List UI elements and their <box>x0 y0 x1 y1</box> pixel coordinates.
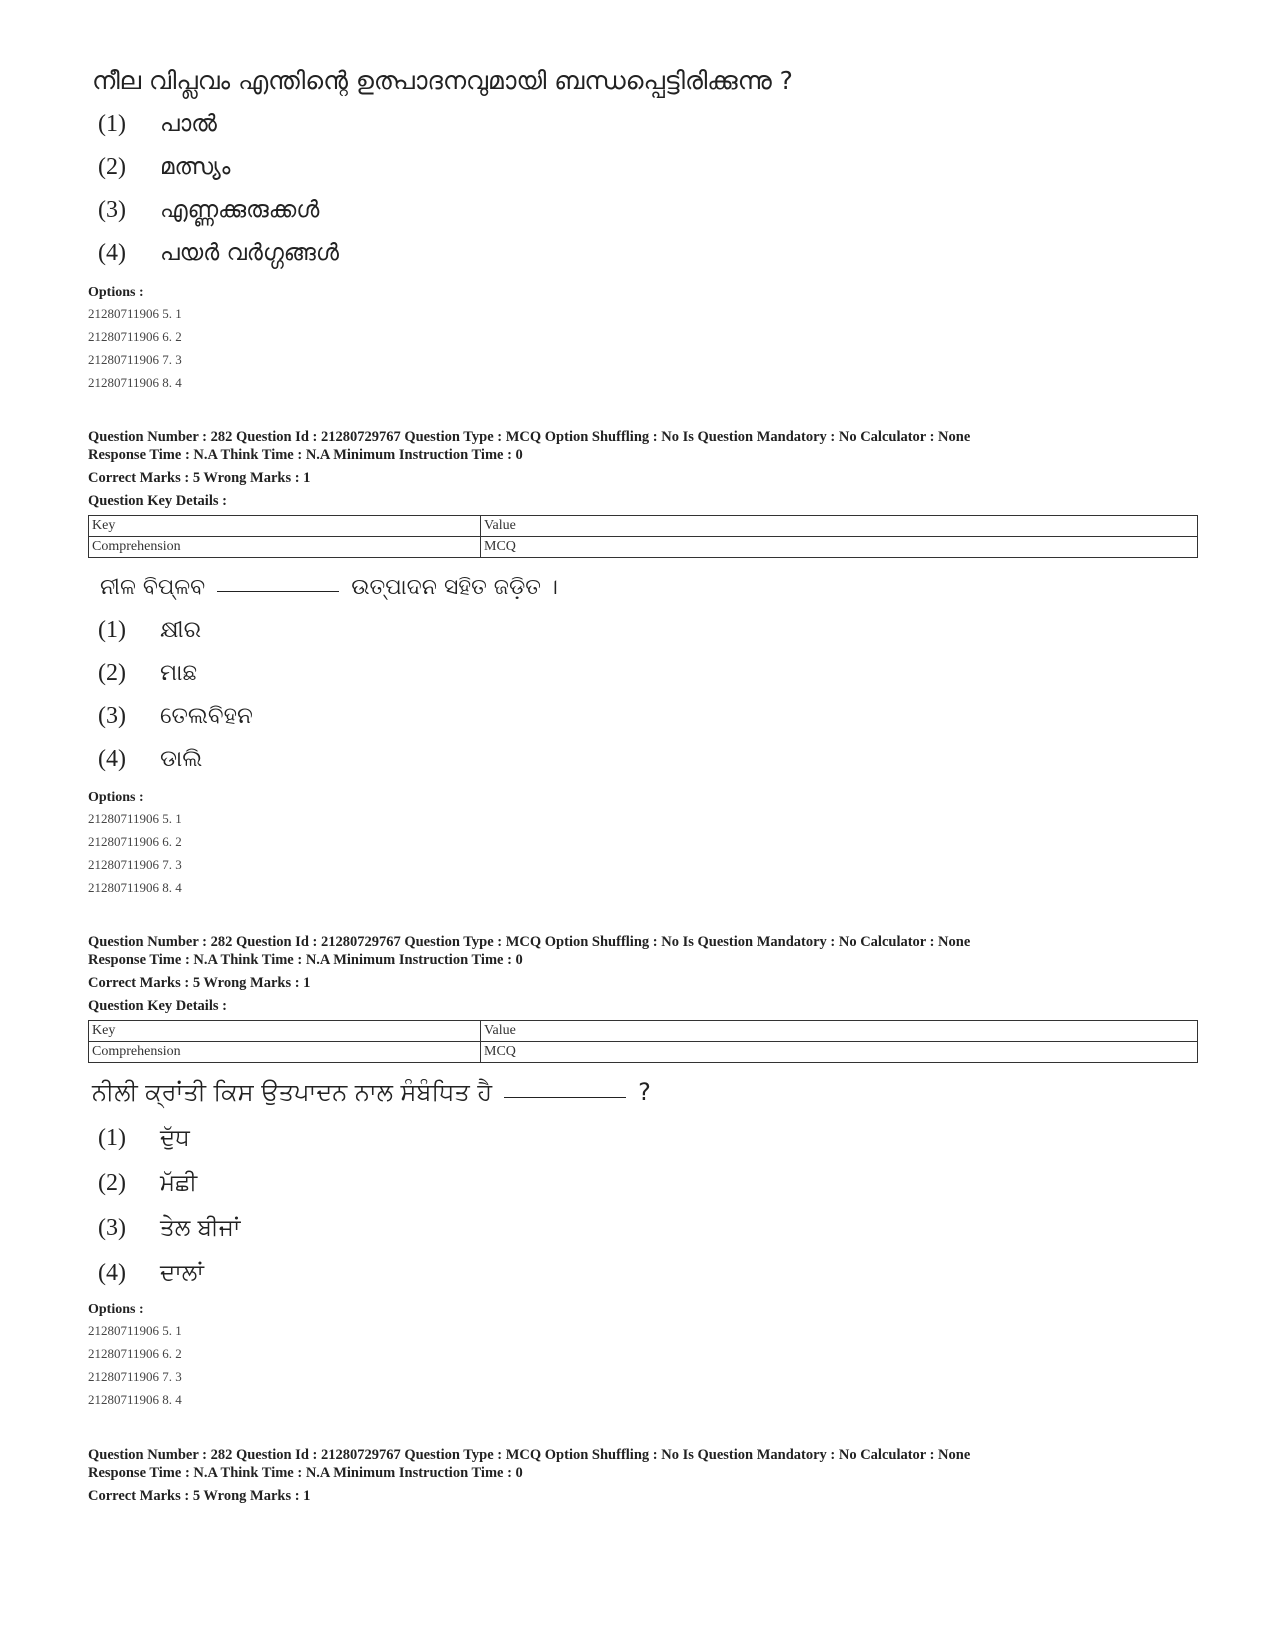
option-id: 21280711906 6. 2 <box>88 1346 182 1361</box>
option-text: പയർ വർഗ്ഗങ്ങൾ <box>160 240 339 266</box>
option-number: (3) <box>98 703 126 729</box>
marks-line: Correct Marks : 5 Wrong Marks : 1 <box>88 975 311 991</box>
question-meta-line: Response Time : N.A Think Time : N.A Minimum Instruction Time : 0 <box>88 447 523 463</box>
option-number: (4) <box>98 1260 126 1286</box>
option-number: (1) <box>98 1125 126 1151</box>
options-label: Options : <box>88 790 144 805</box>
option-number: (2) <box>98 660 126 686</box>
key-cell: Comprehension <box>89 1042 481 1063</box>
option-id: 21280711906 5. 1 <box>88 811 182 826</box>
option-text: ਦਾਲਾਂ <box>160 1260 204 1286</box>
value-header: Value <box>481 516 1198 537</box>
option-number: (4) <box>98 746 126 772</box>
option-id: 21280711906 7. 3 <box>88 352 182 367</box>
option-number: (2) <box>98 1170 126 1196</box>
option-number: (3) <box>98 1215 126 1241</box>
key-table <box>88 515 1198 558</box>
option-id: 21280711906 8. 4 <box>88 375 182 390</box>
question-text-part: ? <box>638 1078 651 1106</box>
option-text: ਤੇਲ ਬੀਜਾਂ <box>160 1215 241 1241</box>
option-text: മത്സ്യം <box>160 154 231 180</box>
question-text-part: ଉତ୍ପାଦନ ସହିତ ଜଡ଼ିତ । <box>351 575 558 600</box>
key-cell: Comprehension <box>89 537 481 558</box>
option-3 <box>98 1215 240 1242</box>
value-cell: MCQ <box>481 537 1198 558</box>
option-id: 21280711906 6. 2 <box>88 329 182 344</box>
option-id: 21280711906 5. 1 <box>88 306 182 321</box>
key-header: Key <box>89 516 481 537</box>
option-number: (1) <box>98 111 126 137</box>
option-1 <box>98 1125 190 1152</box>
option-4 <box>98 1260 204 1287</box>
option-2 <box>98 1170 197 1197</box>
option-4 <box>98 240 339 267</box>
key-details-label: Question Key Details : <box>88 998 227 1014</box>
question-meta-line: Response Time : N.A Think Time : N.A Minimum Instruction Time : 0 <box>88 1465 523 1481</box>
question-text-odia <box>100 573 558 600</box>
key-details-label: Question Key Details : <box>88 493 227 509</box>
option-1 <box>98 111 217 138</box>
option-3 <box>98 703 253 730</box>
option-number: (1) <box>98 617 126 643</box>
option-number: (2) <box>98 154 126 180</box>
option-text: ਦੁੱਧ <box>160 1125 190 1151</box>
question-meta-line: Question Number : 282 Question Id : 21280729767 Question Type : MCQ Option Shuffling : No Is Question Mandatory : No Calculator : None <box>88 429 971 445</box>
option-id: 21280711906 7. 3 <box>88 1369 182 1384</box>
options-label: Options : <box>88 1302 144 1317</box>
value-header: Value <box>481 1021 1198 1042</box>
option-id: 21280711906 6. 2 <box>88 834 182 849</box>
option-text: କ୍ଷୀର <box>160 617 202 643</box>
question-meta-line: Question Number : 282 Question Id : 21280729767 Question Type : MCQ Option Shuffling : No Is Question Mandatory : No Calculator : None <box>88 1447 971 1463</box>
option-2 <box>98 660 197 687</box>
marks-line: Correct Marks : 5 Wrong Marks : 1 <box>88 470 311 486</box>
options-label: Options : <box>88 285 144 300</box>
answer-blank <box>217 573 339 592</box>
option-id: 21280711906 5. 1 <box>88 1323 182 1338</box>
option-text: പാൽ <box>160 111 217 137</box>
option-number: (3) <box>98 197 126 223</box>
option-1 <box>98 617 201 644</box>
question-meta-line: Question Number : 282 Question Id : 21280729767 Question Type : MCQ Option Shuffling : No Is Question Mandatory : No Calculator : None <box>88 934 971 950</box>
option-text: ਮੱਛੀ <box>160 1170 198 1196</box>
option-3 <box>98 197 319 224</box>
option-id: 21280711906 8. 4 <box>88 880 182 895</box>
option-text: ମାଛ <box>160 660 198 686</box>
question-text-punjabi <box>92 1078 651 1106</box>
question-meta-line: Response Time : N.A Think Time : N.A Minimum Instruction Time : 0 <box>88 952 523 968</box>
answer-blank <box>504 1079 626 1098</box>
question-text-part: ନୀଳ ବିପ୍ଳବ <box>100 575 206 600</box>
option-text: ତେଲବିହନ <box>160 703 253 729</box>
marks-line: Correct Marks : 5 Wrong Marks : 1 <box>88 1488 311 1504</box>
question-text-malayalam: നീല വിപ്ലവം എന്തിന്റെ ഉത്പാദനവുമായി ബന്ധപ്പെട്ടിരിക്കുന്നു ? <box>92 66 793 95</box>
option-id: 21280711906 8. 4 <box>88 1392 182 1407</box>
value-cell: MCQ <box>481 1042 1198 1063</box>
key-header: Key <box>89 1021 481 1042</box>
option-text: ଡାଲି <box>160 746 203 772</box>
option-4 <box>98 746 202 773</box>
option-id: 21280711906 7. 3 <box>88 857 182 872</box>
question-text-part: ਨੀਲੀ ਕ੍ਰਾਂਤੀ ਕਿਸ ਉਤਪਾਦਨ ਨਾਲ ਸੰਬੰਧਿਤ ਹੈ <box>92 1078 493 1106</box>
option-2 <box>98 154 230 181</box>
option-text: എണ്ണക്കുരുക്കൾ <box>160 197 320 223</box>
key-table <box>88 1020 1198 1063</box>
option-number: (4) <box>98 240 126 266</box>
